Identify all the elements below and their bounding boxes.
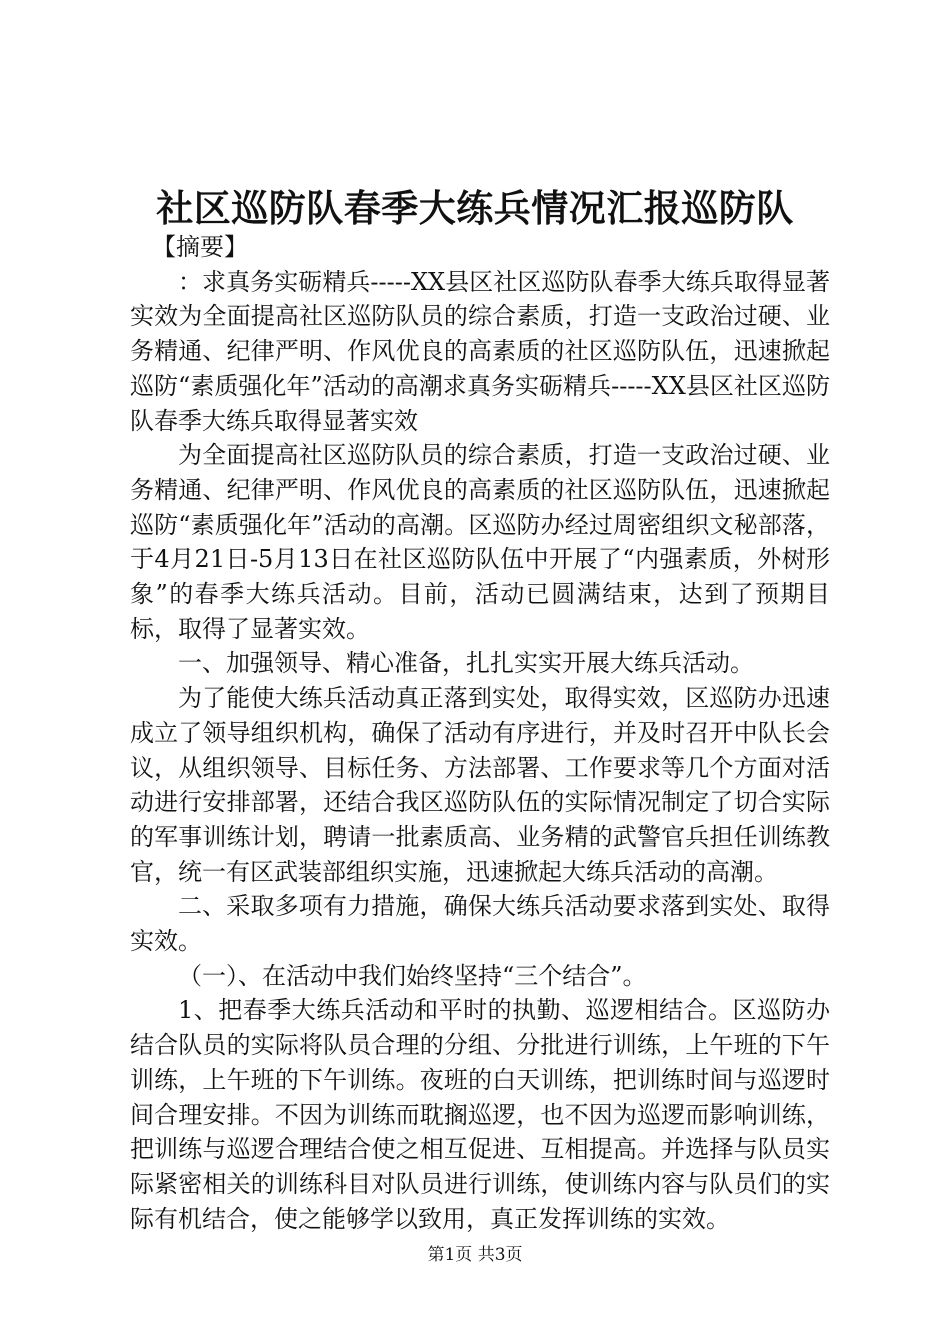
page-footer: 第1页 共3页 (427, 1245, 523, 1265)
document-body (130, 230, 830, 1236)
document-title: 社区巡防队春季大练兵情况汇报巡防队 (156, 186, 794, 230)
body-paragraph: 1、把春季大练兵活动和平时的执勤、巡逻相结合。区巡防办结合队员的实际将队员合理的分组、分批进行训练，上午班的下午训练，上午班的下午训练。夜班的白天训练，把训练时间与巡逻时间合理安排。不因为训练而耽搁巡逻，也不因为巡逻而影响训练，把训练与巡逻合理结合使之相互促进、互相提高。并选择与队员实际紧密相关的训练科目对队员进行训练，使训练内容与队员们的实际有机结合，使之能够学以致用，真正发挥训练的实效。 (130, 996, 830, 1233)
body-paragraph: 为了能使大练兵活动真正落到实处，取得实效，区巡防办迅速成立了领导组织机构，确保了活动有序进行，并及时召开中队长会议，从组织领导、目标任务、方法部署、工作要求等几个方面对活动进行安排部署，还结合我区巡防队伍的实际情况制定了切合实际的军事训练计划，聘请一批素质高、业务精的武警官兵担任训练教官，统一有区武装部组织实施，迅速掀起大练兵活动的高潮。 (130, 684, 830, 886)
abstract-paragraph: ：求真务实砺精兵-----XX县区社区巡防队春季大练兵取得显著实效为全面提高社区巡防队员的综合素质，打造一支政治过硬、业务精通、纪律严明、作风优良的高素质的社区巡防队伍，迅速掀起巡防“素质强化年”活动的高潮求真务实砺精兵-----XX县区社区巡防队春季大练兵取得显著实效 (130, 267, 830, 435)
section-heading: 二、采取多项有力措施，确保大练兵活动要求落到实处、取得实效。 (130, 892, 830, 956)
body-paragraph: 为全面提高社区巡防队员的综合素质，打造一支政治过硬、业务精通、纪律严明、作风优良的高素质的社区巡防队伍，迅速掀起巡防“素质强化年”活动的高潮。区巡防办经过周密组织文秘部落，于4月21日-5月13日在社区巡防队伍中开展了“内强素质，外树形象”的春季大练兵活动。目前，活动已圆满结束，达到了预期目标，取得了显著实效。 (130, 441, 830, 643)
abstract-label: 【摘要】 (152, 233, 248, 261)
subsection-heading: （一）、在活动中我们始终坚持“三个结合”。 (178, 961, 647, 990)
section-heading: 一、加强领导、精心准备，扎扎实实开展大练兵活动。 (178, 649, 754, 678)
